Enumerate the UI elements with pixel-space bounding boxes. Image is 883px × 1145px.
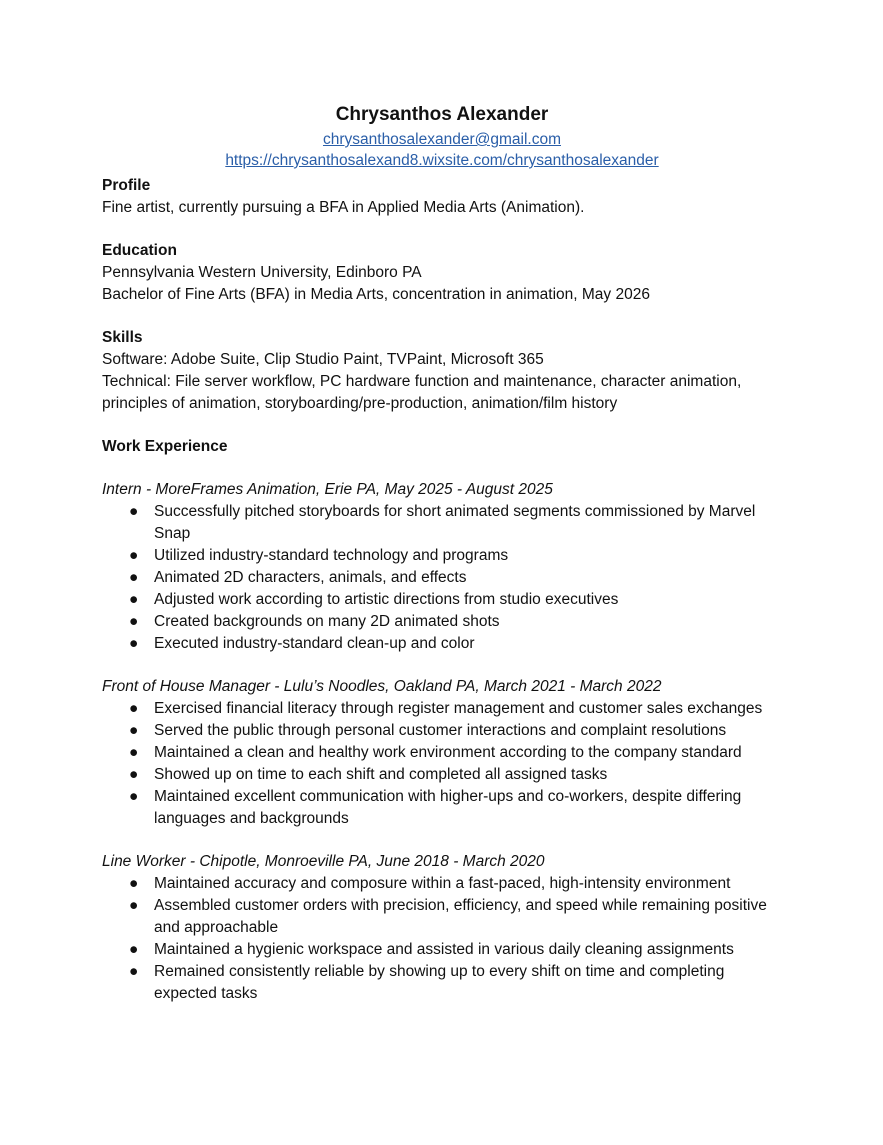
bullet-icon: ● [129, 635, 139, 652]
list-item [102, 589, 784, 611]
bullet-text: Showed up on time to each shift and completed all assigned tasks [154, 766, 608, 783]
bullet-icon: ● [129, 547, 139, 564]
profile-heading: Profile [102, 177, 151, 194]
bullet-icon: ● [129, 569, 139, 586]
email-link[interactable]: chrysanthosalexander@gmail.com [322, 131, 561, 148]
job-title: Front of House Manager - Lulu’s Noodles, Oakland PA, March 2021 - March 2022 [102, 678, 662, 695]
bullet-icon: ● [129, 591, 139, 608]
job-entry [102, 676, 793, 830]
list-item [102, 742, 784, 764]
education-degree: Bachelor of Fine Arts (BFA) in Media Arts, concentration in animation, May 2026 [102, 286, 650, 303]
education-section [102, 240, 793, 306]
list-item [102, 895, 784, 939]
skills-section [102, 327, 793, 415]
bullet-text: Created backgrounds on many 2D animated shots [154, 613, 500, 630]
bullet-text: Maintained excellent communication with higher-ups and co-workers, despite differing languages and backgrounds [154, 788, 742, 827]
list-item [102, 611, 784, 633]
job-title: Intern - MoreFrames Animation, Erie PA, May 2025 - August 2025 [102, 481, 553, 498]
list-item [102, 786, 784, 830]
resume-header [102, 100, 782, 171]
skills-software: Software: Adobe Suite, Clip Studio Paint, TVPaint, Microsoft 365 [102, 351, 544, 368]
applicant-name: Chrysanthos Alexander [335, 104, 549, 125]
bullet-icon: ● [129, 788, 139, 805]
list-item [102, 567, 784, 589]
bullet-icon: ● [129, 744, 139, 761]
list-item [102, 764, 784, 786]
bullet-text: Adjusted work according to artistic directions from studio executives [154, 591, 619, 608]
bullet-text: Served the public through personal customer interactions and complaint resolutions [154, 722, 727, 739]
bullet-icon: ● [129, 941, 139, 958]
profile-text: Fine artist, currently pursuing a BFA in Applied Media Arts (Animation). [102, 199, 585, 216]
list-item [102, 698, 784, 720]
bullet-text: Maintained a hygienic workspace and assisted in various daily cleaning assignments [154, 941, 734, 958]
skills-heading: Skills [102, 329, 143, 346]
bullet-icon: ● [129, 700, 139, 717]
bullet-icon: ● [129, 722, 139, 739]
bullet-icon: ● [129, 897, 139, 914]
bullet-text: Maintained a clean and healthy work environment according to the company standard [154, 744, 742, 761]
list-item [102, 720, 784, 742]
bullet-text: Executed industry-standard clean-up and color [154, 635, 475, 652]
work-heading: Work Experience [102, 438, 228, 455]
list-item [102, 873, 784, 895]
job-bullet-list [102, 501, 793, 655]
list-item [102, 939, 784, 961]
job-entry [102, 479, 793, 655]
job-bullet-list [102, 873, 793, 1005]
work-section [102, 436, 793, 1005]
bullet-text: Maintained accuracy and composure within a fast-paced, high-intensity environment [154, 875, 731, 892]
skills-technical: Technical: File server workflow, PC hardware function and maintenance, character animation, principles of animation, storyboarding/pre-production, animation/film history [102, 373, 742, 412]
bullet-text: Animated 2D characters, animals, and effects [154, 569, 467, 586]
bullet-icon: ● [129, 875, 139, 892]
education-school: Pennsylvania Western University, Edinboro PA [102, 264, 422, 281]
profile-section [102, 175, 793, 219]
bullet-icon: ● [129, 963, 139, 980]
job-title: Line Worker - Chipotle, Monroeville PA, June 2018 - March 2020 [102, 853, 545, 870]
job-entry [102, 851, 793, 1005]
list-item [102, 961, 784, 1005]
bullet-icon: ● [129, 503, 139, 520]
bullet-text: Assembled customer orders with precision, efficiency, and speed while remaining positive and approachable [154, 897, 767, 936]
list-item [102, 501, 784, 545]
job-bullet-list [102, 698, 793, 830]
education-heading: Education [102, 242, 177, 259]
bullet-text: Successfully pitched storyboards for short animated segments commissioned by Marvel Snap [154, 503, 756, 542]
list-item [102, 633, 784, 655]
bullet-text: Utilized industry-standard technology and programs [154, 547, 509, 564]
list-item [102, 545, 784, 567]
bullet-text: Remained consistently reliable by showing up to every shift on time and completing expected tasks [154, 963, 725, 1002]
bullet-text: Exercised financial literacy through register management and customer sales exchanges [154, 700, 763, 717]
website-link[interactable]: https://chrysanthosalexand8.wixsite.com/chrysanthosalexander [225, 152, 659, 169]
bullet-icon: ● [129, 613, 139, 630]
bullet-icon: ● [129, 766, 139, 783]
